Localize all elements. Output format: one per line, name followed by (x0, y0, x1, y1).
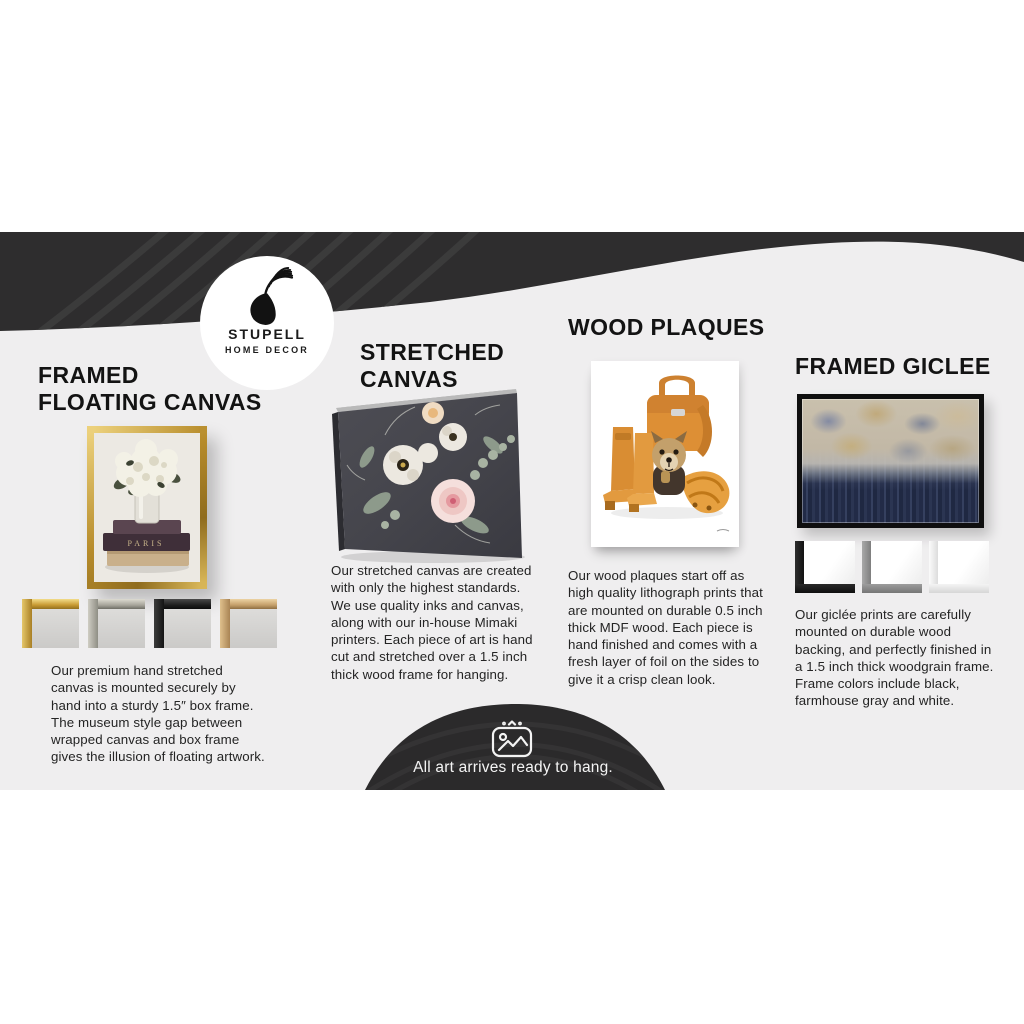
floating-title-line1: FRAMED (38, 362, 139, 388)
stretched-title-line2: CANVAS (360, 365, 458, 392)
floating-canvas-description: Our premium hand stretched canvas is mounted securely by hand into a sturdy 1.5″ box frame. The museum style gap between wrapped canvas and box frame gives the illusion of floating artwork. (51, 663, 265, 765)
framed-giclee-description: Our giclée prints are carefully mounted on durable wood backing, and perfectly finished in a 1.5 inch thick woodgrain frame. Frame colors include black, farmhouse gray and white. (795, 607, 994, 709)
giclee-frame-sample-black (795, 541, 855, 593)
stretched-title-line1: STRETCHED (360, 339, 505, 365)
giclee-abstract-art (802, 399, 979, 523)
floating-title-line2: FLOATING CANVAS (38, 388, 262, 415)
giclee-frame-sample-farmhouse-gray (862, 541, 922, 593)
giclee-frame-sample-white (929, 541, 989, 593)
frame-swatch-bronze (220, 599, 277, 648)
paris-book-label: PARIS (127, 539, 165, 548)
wood-plaques-title: WOOD PLAQUES (568, 314, 765, 340)
frame-swatch-gold (22, 599, 79, 648)
frame-swatch-silver (88, 599, 145, 648)
stupell-s-icon (238, 266, 296, 328)
stretched-canvas-product-image (325, 385, 540, 567)
frame-swatch-black (154, 599, 211, 648)
brand-tagline: HOME DECOR (224, 345, 309, 355)
floating-frame-swatches (22, 599, 277, 648)
framed-giclee-title: FRAMED GICLEE (795, 353, 991, 379)
stretched-canvas-description: Our stretched canvas are created with only the highest standards. We use quality inks and canvas, along with our in-house Mimaki printers. Each piece of art is hand cut and stretched over a 1.5 inch thick wood frame for hanging. (331, 563, 533, 682)
framed-giclee-product-image (797, 394, 984, 528)
floating-canvas-product-image (87, 426, 207, 589)
wood-plaques-description: Our wood plaques start off as high quality lithograph prints that are mounted on durable 0.5 inch thick MDF wood. Each piece is hand finished and comes with a fresh layer of foil on the sides to give it a crisp clean look. (568, 568, 763, 687)
footer-message: All art arrives ready to hang. (413, 759, 613, 776)
brand-name: STUPELL (228, 326, 306, 342)
wood-plaque-product-image (591, 361, 739, 547)
floating-canvas-title (38, 362, 262, 415)
giclee-frame-samples (795, 541, 989, 593)
framed-picture-icon (489, 720, 535, 760)
